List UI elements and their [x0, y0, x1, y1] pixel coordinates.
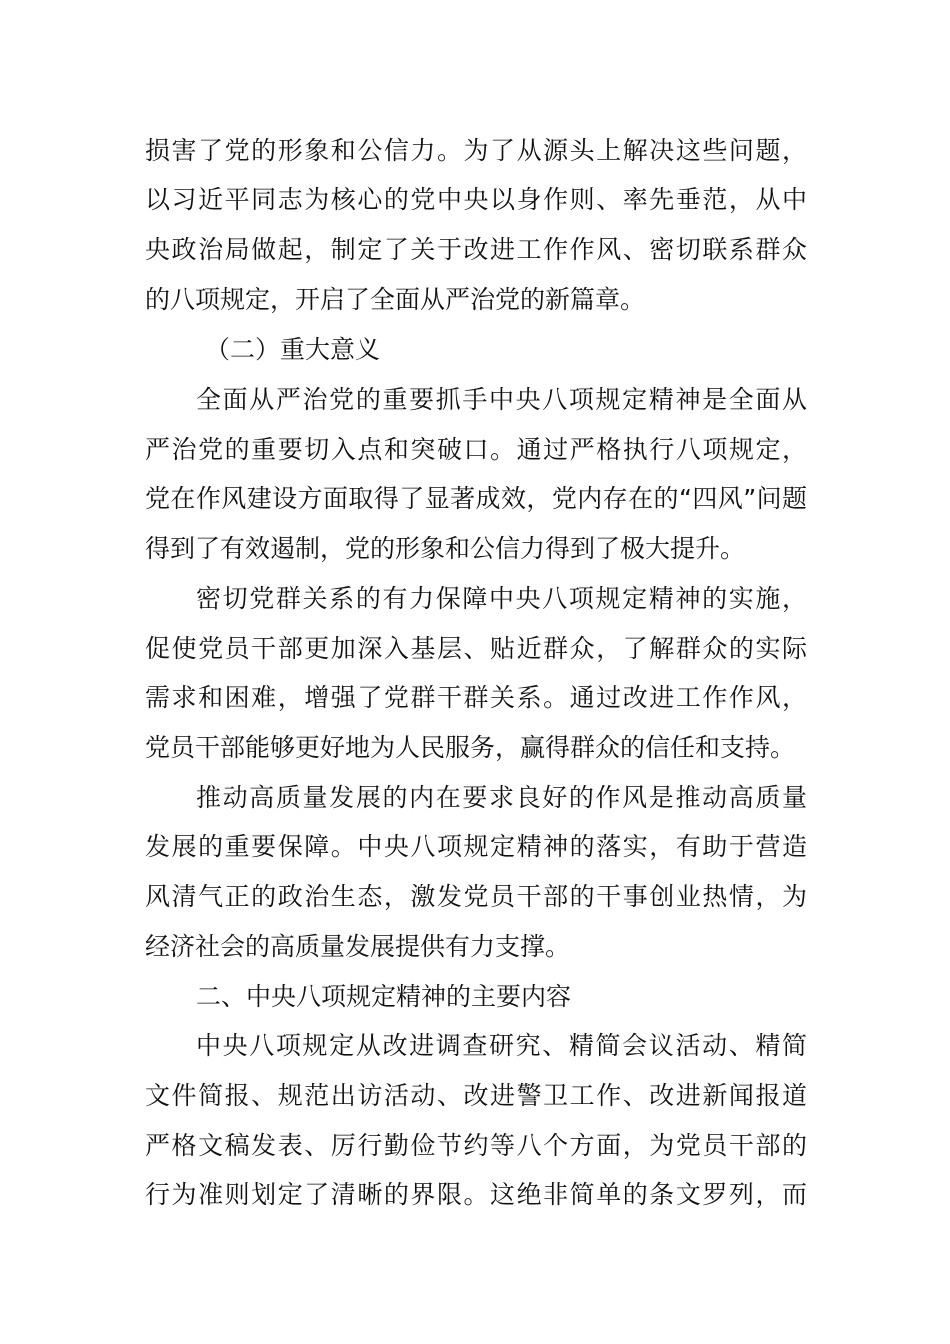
paragraph-line: 中央八项规定从改进调查研究、精简会议活动、精简 [196, 1031, 807, 1060]
paragraph-line: 经济社会的高质量发展提供有力支撑。 [145, 932, 571, 961]
paragraph-line: 严治党的重要切入点和突破口。通过严格执行八项规定， [145, 435, 807, 464]
paragraph-line: 得到了有效遏制，党的形象和公信力得到了极大提升。 [145, 534, 746, 563]
paragraph-line: 党在作风建设方面取得了显著成效，党内存在的“四风”问题 [145, 484, 807, 513]
paragraph-line: 损害了党的形象和公信力。为了从源头上解决这些问题， [145, 136, 807, 165]
paragraph-line: 行为准则划定了清晰的界限。这绝非简单的条文罗列，而 [145, 1180, 807, 1209]
paragraph-line: 的八项规定，开启了全面从严治党的新篇章。 [145, 285, 646, 314]
paragraph-line: 发展的重要保障。中央八项规定精神的落实，有助于营造 [145, 832, 807, 861]
paragraph-line: 严格文稿发表、厉行勤俭节约等八个方面，为党员干部的 [145, 1131, 807, 1160]
paragraph-line: 文件简报、规范出访活动、改进警卫工作、改进新闻报道 [145, 1081, 807, 1110]
paragraph-line: 密切党群关系的有力保障中央八项规定精神的实施， [196, 584, 807, 613]
paragraph-line: 以习近平同志为核心的党中央以身作则、率先垂范，从中 [145, 185, 807, 214]
paragraph-line: 风清气正的政治生态，激发党员干部的干事创业热情，为 [145, 882, 807, 911]
paragraph-line: 央政治局做起，制定了关于改进工作作风、密切联系群众 [145, 235, 807, 264]
paragraph-line: 党员干部能够更好地为人民服务，赢得群众的信任和支持。 [145, 733, 796, 762]
paragraph-line: 全面从严治党的重要抓手中央八项规定精神是全面从 [196, 385, 807, 414]
section-heading: （二）重大意义 [205, 335, 381, 364]
paragraph-line: 推动高质量发展的内在要求良好的作风是推动高质量 [196, 783, 807, 812]
paragraph-line: 需求和困难，增强了党群干群关系。通过改进工作作风， [145, 683, 807, 712]
section-heading: 二、中央八项规定精神的主要内容 [196, 982, 572, 1011]
paragraph-line: 促使党员干部更加深入基层、贴近群众，了解群众的实际 [145, 634, 807, 663]
